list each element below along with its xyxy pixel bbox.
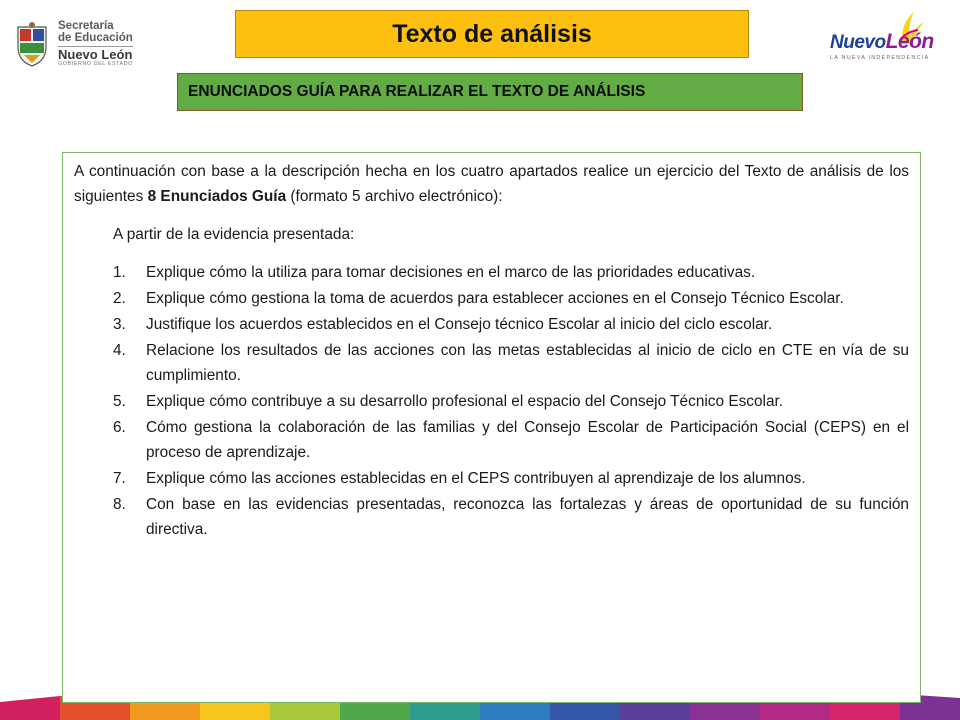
- item-text: Explique cómo las acciones establecidas en el CEPS contribuyen al aprendizaje de los alumnos.: [146, 470, 806, 487]
- item-text: Justifique los acuerdos establecidos en el Consejo técnico Escolar al inicio del ciclo escolar.: [146, 316, 773, 333]
- list-item: [113, 492, 909, 542]
- secretaria-line1: Secretaría: [58, 20, 114, 33]
- lead-sentence: A partir de la evidencia presentada:: [113, 226, 355, 243]
- brand-leon: León: [885, 30, 934, 53]
- list-item: [113, 338, 909, 388]
- page-subtitle: ENUNCIADOS GUÍA PARA REALIZAR EL TEXTO DE ANÁLISIS: [188, 83, 646, 100]
- page-title: Texto de análisis: [392, 19, 592, 48]
- secretaria-state: Nuevo León: [58, 47, 133, 63]
- list-item: [113, 389, 909, 414]
- item-number: 3.: [113, 316, 126, 333]
- nuevo-leon-logo: [830, 16, 948, 76]
- item-number: 8.: [113, 496, 126, 513]
- item-number: 6.: [113, 419, 126, 436]
- item-text: Cómo gestiona la colaboración de las familias y del Consejo Escolar de Participación Social (CEPS) en el proceso de aprendizaje.: [146, 419, 909, 461]
- item-text: Explique cómo contribuye a su desarrollo profesional el espacio del Consejo Técnico Escolar.: [146, 393, 784, 410]
- title-banner: [235, 10, 749, 58]
- list-item: [113, 286, 909, 311]
- list-item: [113, 466, 909, 491]
- subtitle-banner: [177, 73, 803, 111]
- secretaria-educacion-logo: [14, 14, 144, 74]
- list-item: [113, 312, 909, 337]
- brand-tagline: LA NUEVA INDEPENDENCIA: [830, 55, 930, 61]
- item-text: Explique cómo la utiliza para tomar decisiones en el marco de las prioridades educativas.: [146, 264, 756, 281]
- guide-list: [74, 260, 909, 542]
- item-number: 5.: [113, 393, 126, 410]
- item-number: 2.: [113, 290, 126, 307]
- intro-text-start: A continuación con base a la descripción hecha en los cuatro apartados realice un ejercicio del Texto de análisis de los siguientes: [74, 163, 909, 205]
- intro-text-end: (formato 5 archivo electrónico):: [286, 188, 503, 205]
- item-number: 7.: [113, 470, 126, 487]
- secretaria-gov: GOBIERNO DEL ESTADO: [58, 61, 133, 67]
- list-item: [113, 415, 909, 465]
- item-number: 4.: [113, 342, 126, 359]
- item-number: 1.: [113, 264, 126, 281]
- list-item: [113, 260, 909, 285]
- item-text: Relacione los resultados de las acciones con las metas establecidas al inicio de ciclo en CTE en vía de su cumplimiento.: [146, 342, 909, 384]
- item-text: Explique cómo gestiona la toma de acuerdos para establecer acciones en el Consejo Técnico Escolar.: [146, 290, 844, 307]
- brand-nuevo: Nuevo: [830, 32, 886, 53]
- item-text: Con base en las evidencias presentadas, reconozca las fortalezas y áreas de oportunidad de su función directiva.: [146, 496, 909, 538]
- secretaria-line2: de Educación: [58, 32, 133, 45]
- content-box: [62, 152, 921, 703]
- intro-highlight: 8 Enunciados Guía: [147, 188, 287, 205]
- intro-paragraph: [74, 159, 909, 209]
- state-shield-icon: [14, 21, 50, 67]
